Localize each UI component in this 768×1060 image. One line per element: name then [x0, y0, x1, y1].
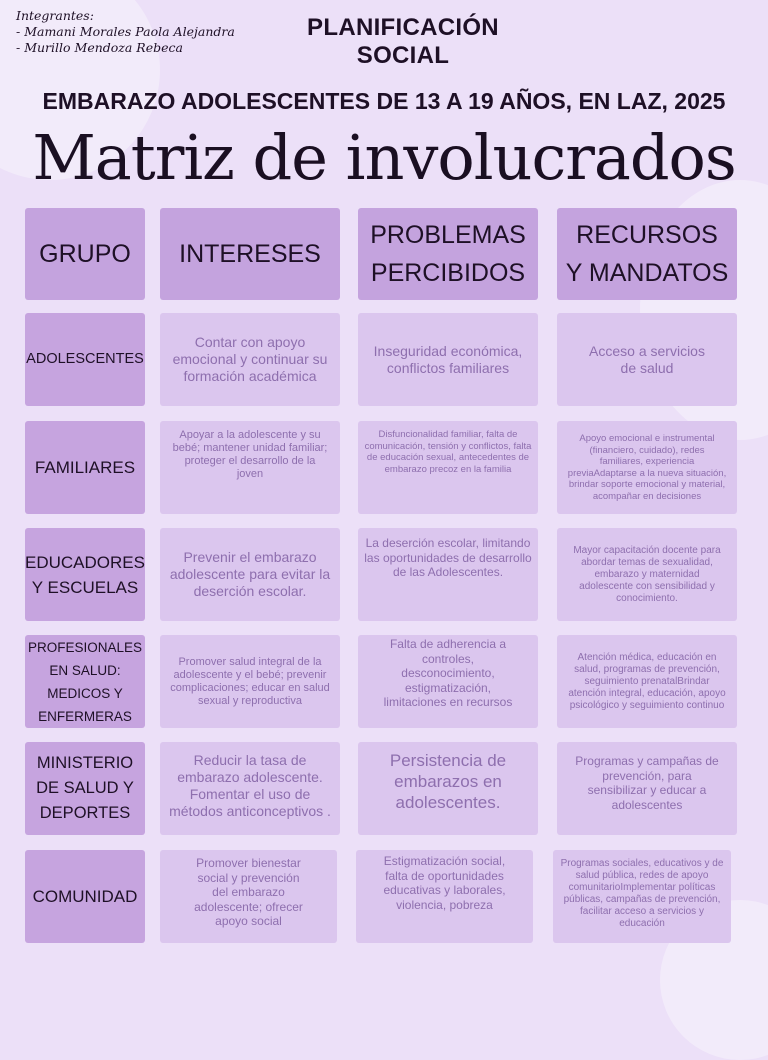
- recursos-cell: Mayor capacitación docente para abordar temas de sexualidad, embarazo y maternidad adolescente con sensibilidad y conocimiento.: [557, 528, 737, 621]
- team-members: [16, 8, 256, 56]
- column-header-intereses: INTERESES: [160, 208, 340, 300]
- problemas-cell: Persistencia de embarazos en adolescentes.: [358, 742, 538, 835]
- group-cell: FAMILIARES: [25, 421, 145, 514]
- problemas-cell: Disfuncionalidad familiar, falta de comunicación, tensión y conflictos, falta de educación sexual, antecedentes de embarazo precoz en la familia: [358, 421, 538, 514]
- intereses-cell: Promover bienestar social y prevención del embarazo adolescente; ofrecer apoyo social: [160, 850, 337, 943]
- problemas-cell: Falta de adherencia a controles, desconocimiento, estigmatización, limitaciones en recursos: [358, 635, 538, 728]
- intereses-cell: Promover salud integral de la adolescente y el bebé; prevenir complicaciones; educar en salud sexual y reproductiva: [160, 635, 340, 728]
- group-cell: COMUNIDAD: [25, 850, 145, 943]
- intereses-cell: Apoyar a la adolescente y su bebé; mantener unidad familiar; proteger el desarrollo de la joven: [160, 421, 340, 514]
- group-cell: ADOLESCENTES: [25, 313, 145, 406]
- problemas-cell: Inseguridad económica, conflictos familiares: [358, 313, 538, 406]
- team-member: - Murillo Mendoza Rebeca: [16, 40, 183, 55]
- intereses-cell: Contar con apoyo emocional y continuar su formación académica: [160, 313, 340, 406]
- course-title: PLANIFICACIÓN SOCIAL: [307, 14, 499, 69]
- page-title: Matriz de involucrados: [32, 121, 736, 194]
- intereses-cell: Reducir la tasa de embarazo adolescente. Fomentar el uso de métodos anticonceptivos .: [160, 742, 340, 835]
- problemas-cell: La deserción escolar, limitando las oportunidades de desarrollo de las Adolescentes.: [358, 528, 538, 621]
- team-member: - Mamani Morales Paola Alejandra: [16, 24, 235, 39]
- group-cell: EDUCADORES Y ESCUELAS: [25, 528, 145, 621]
- column-header-recursos: RECURSOS Y MANDATOS: [557, 208, 737, 300]
- page-subtitle: EMBARAZO ADOLESCENTES DE 13 A 19 AÑOS, EN LAZ, 2025: [42, 88, 726, 114]
- team-members-label: Integrantes:: [16, 8, 94, 23]
- group-cell: PROFESIONALES EN SALUD: MEDICOS Y ENFERMERAS: [25, 635, 145, 728]
- group-cell: MINISTERIO DE SALUD Y DEPORTES: [25, 742, 145, 835]
- column-header-problemas: PROBLEMAS PERCIBIDOS: [358, 208, 538, 300]
- recursos-cell: Apoyo emocional e instrumental (financiero, cuidado), redes familiares, experiencia previaAdaptarse a la nueva situación, brindar soporte emocional y material, acompañar en decisiones: [557, 421, 737, 514]
- problemas-cell: Estigmatización social, falta de oportunidades educativas y laborales, violencia, pobreza: [356, 850, 533, 943]
- intereses-cell: Prevenir el embarazo adolescente para evitar la deserción escolar.: [160, 528, 340, 621]
- column-header-grupo: GRUPO: [25, 208, 145, 300]
- recursos-cell: Programas sociales, educativos y de salud pública, redes de apoyo comunitarioImplementar políticas públicas, campañas de prevención, facilitar acceso a servicios y educación: [553, 850, 731, 943]
- recursos-cell: Acceso a servicios de salud: [557, 313, 737, 406]
- recursos-cell: Programas y campañas de prevención, para sensibilizar y educar a adolescentes: [557, 742, 737, 835]
- recursos-cell: Atención médica, educación en salud, programas de prevención, seguimiento prenatalBrindar atención integral, educación, apoyo psicológico y seguimiento continuo: [557, 635, 737, 728]
